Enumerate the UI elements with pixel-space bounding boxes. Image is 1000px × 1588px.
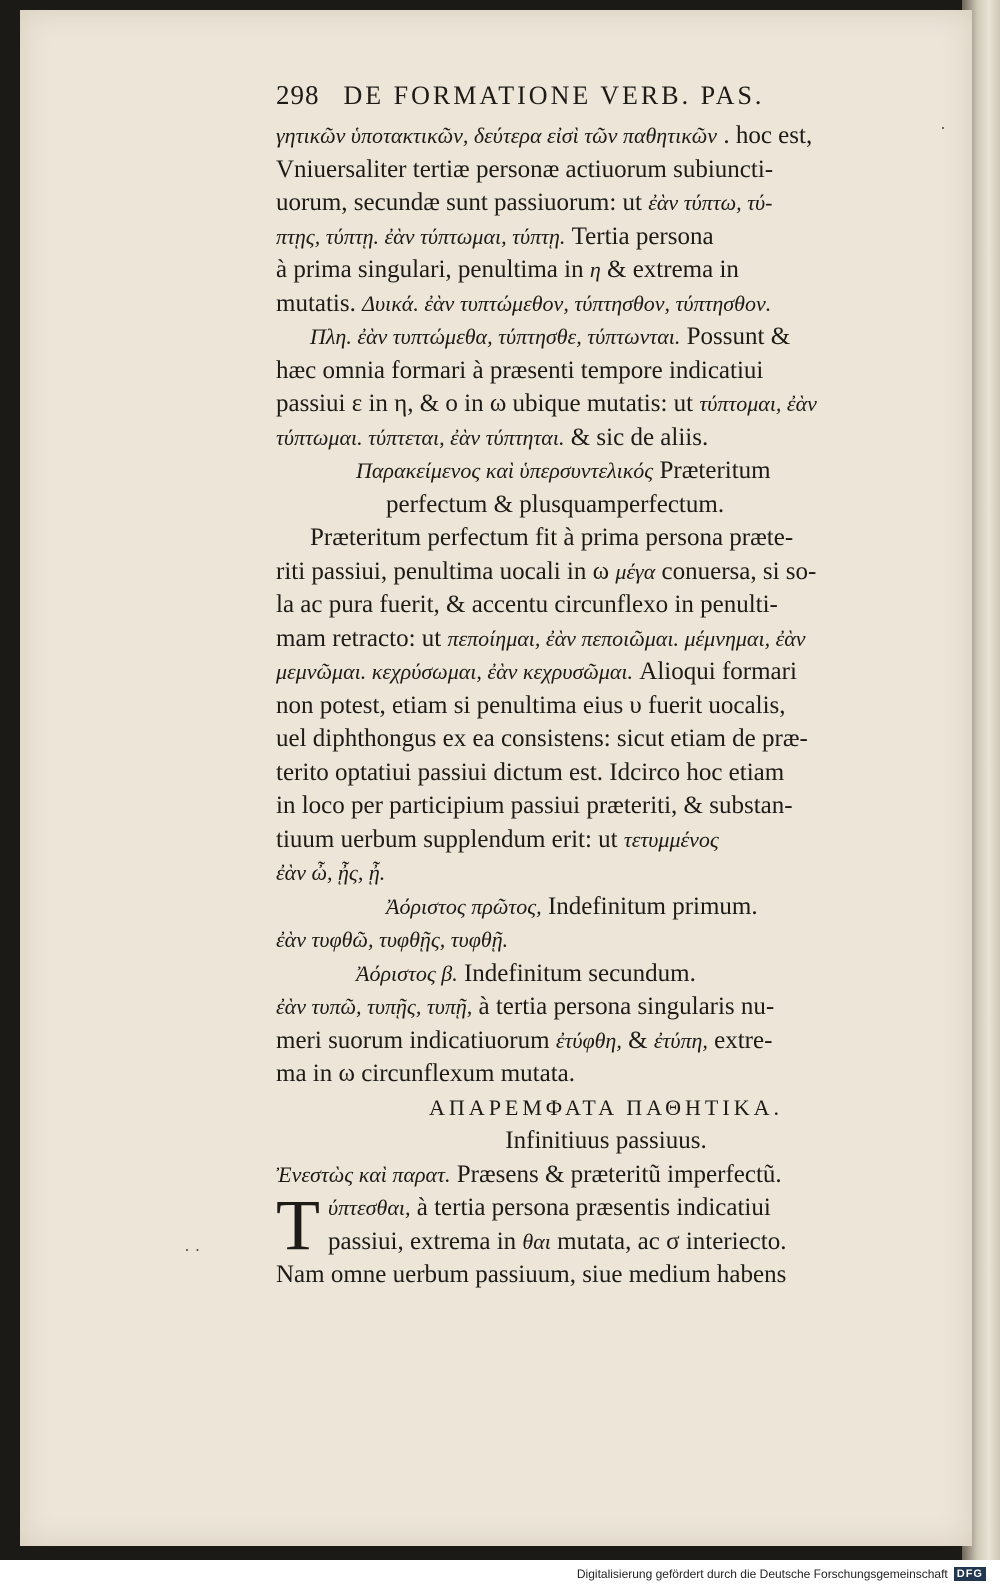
text-line: riti passiui, penultima uocali in ω μέγα conuersa, si so- xyxy=(276,557,817,585)
text-line: mam retracto: ut πεποίημαι, ἐὰν πεποιῶμαι. μέμνημαι, ἐὰν xyxy=(276,624,806,652)
text-line: τύπτωμαι. τύπτεται, ἐὰν τύπτηται. & sic de aliis. xyxy=(276,423,709,451)
text-line: T ύπτεσθαι, à tertia persona præsentis indicatiui xyxy=(276,1185,771,1265)
page-text xyxy=(276,80,936,1292)
section-heading: perfectum & plusquamperfectum. xyxy=(386,490,725,518)
text-line: πτῃς, τύπτῃ. ἐὰν τύπτωμαι, τύπτῃ. Tertia persona xyxy=(276,222,714,250)
text-line: à prima singulari, penultima in η & extrema in xyxy=(276,256,739,283)
margin-mark: · · xyxy=(184,1240,201,1260)
running-head-title: DE FORMATIONE VERB. PAS. xyxy=(343,81,765,110)
text-line: meri suorum indicatiuorum ἐτύφθη, & ἐτύπη, extre- xyxy=(276,1026,773,1054)
text-line: μεμνῶμαι. κεχρύσωμαι, ἐὰν κεχρυσῶμαι. Alioqui formari xyxy=(276,658,797,685)
text-line: Πλη. ἐὰν τυπτώμεθα, τύπτησθε, τύπτωνται. Possunt & xyxy=(310,323,791,350)
text-line: uorum, secundæ sunt passiuorum: ut ἐὰν τύπτω, τύ- xyxy=(276,189,773,216)
dfg-logo: DFG xyxy=(954,1567,986,1581)
text-line: la ac pura fuerit, & accentu circunflexo in penulti- xyxy=(276,591,778,618)
section-heading: Ἀόριστος πρῶτος, Indefinitum primum. xyxy=(386,892,758,920)
text-line: Præteritum perfectum fit à prima persona præte- xyxy=(310,524,794,551)
section-heading: Ἐνεστὼς καὶ παρατ. Præsens & præteritũ imperfectũ. xyxy=(276,1160,782,1188)
section-title-latin: Infinitiuus passiuus. xyxy=(505,1127,707,1154)
text-line: ma in ω circunflexum mutata. xyxy=(276,1060,575,1087)
text-line: Nam omne uerbum passiuum, siue medium habens xyxy=(276,1261,787,1288)
section-title-greek: ΑΠΑΡΕΜΦΑΤΑ ΠΑΘΗΤΙΚΑ. xyxy=(429,1094,783,1120)
text-line: tiuum uerbum supplendum erit: ut τετυμμένος xyxy=(276,825,719,853)
running-head xyxy=(276,80,936,111)
text-line: ἐὰν τυπῶ, τυπῇς, τυπῇ, à tertia persona singularis nu- xyxy=(276,993,775,1020)
text-line: terito optatiui passiui dictum est. Idcirco hoc etiam xyxy=(276,758,785,786)
text-line: non potest, etiam si penultima eius υ fuerit uocalis, xyxy=(276,691,786,719)
text-line: hæc omnia formari à præsenti tempore indicatiui xyxy=(276,356,764,384)
text-line: γητικῶν ὑποτακτικῶν, δεύτερα εἰσὶ τῶν παθητικῶν . hoc est, xyxy=(276,122,813,149)
text-line: ἐὰν ὦ, ᾖς, ᾖ. xyxy=(276,860,386,885)
text-line: uel diphthongus ex ea consistens: sicut etiam de præ- xyxy=(276,725,808,752)
text-line: Vniuersaliter tertiæ personæ actiuorum subiuncti- xyxy=(276,155,774,183)
drop-cap: T xyxy=(276,1185,320,1265)
section-heading: Ἀόριστος β. Indefinitum secundum. xyxy=(356,959,696,987)
page-number: 298 xyxy=(276,80,320,110)
text-line: ἐὰν τυφθῶ, τυφθῇς, τυφθῇ. xyxy=(276,927,509,952)
text-line: in loco per participium passiui præteriti, & substan- xyxy=(276,792,793,819)
text-line: mutatis. Δυικά. ἐὰν τυπτώμεθον, τύπτησθον, τύπτησθον. xyxy=(276,289,772,317)
text-line: passiui, extrema in θαι mutata, ac σ interiecto. xyxy=(328,1227,787,1255)
digitization-footer xyxy=(0,1560,1000,1588)
footer-credit: Digitalisierung gefördert durch die Deutsche Forschungsgemeinschaft xyxy=(576,1567,948,1581)
section-heading: Παρακείμενος καὶ ὑπερσυντελικός Præteritum xyxy=(356,457,771,484)
margin-mark: · xyxy=(940,118,946,138)
text-line: passiui ε in η, & ο in ω ubique mutatis: ut τύπτομαι, ἐὰν xyxy=(276,390,817,417)
